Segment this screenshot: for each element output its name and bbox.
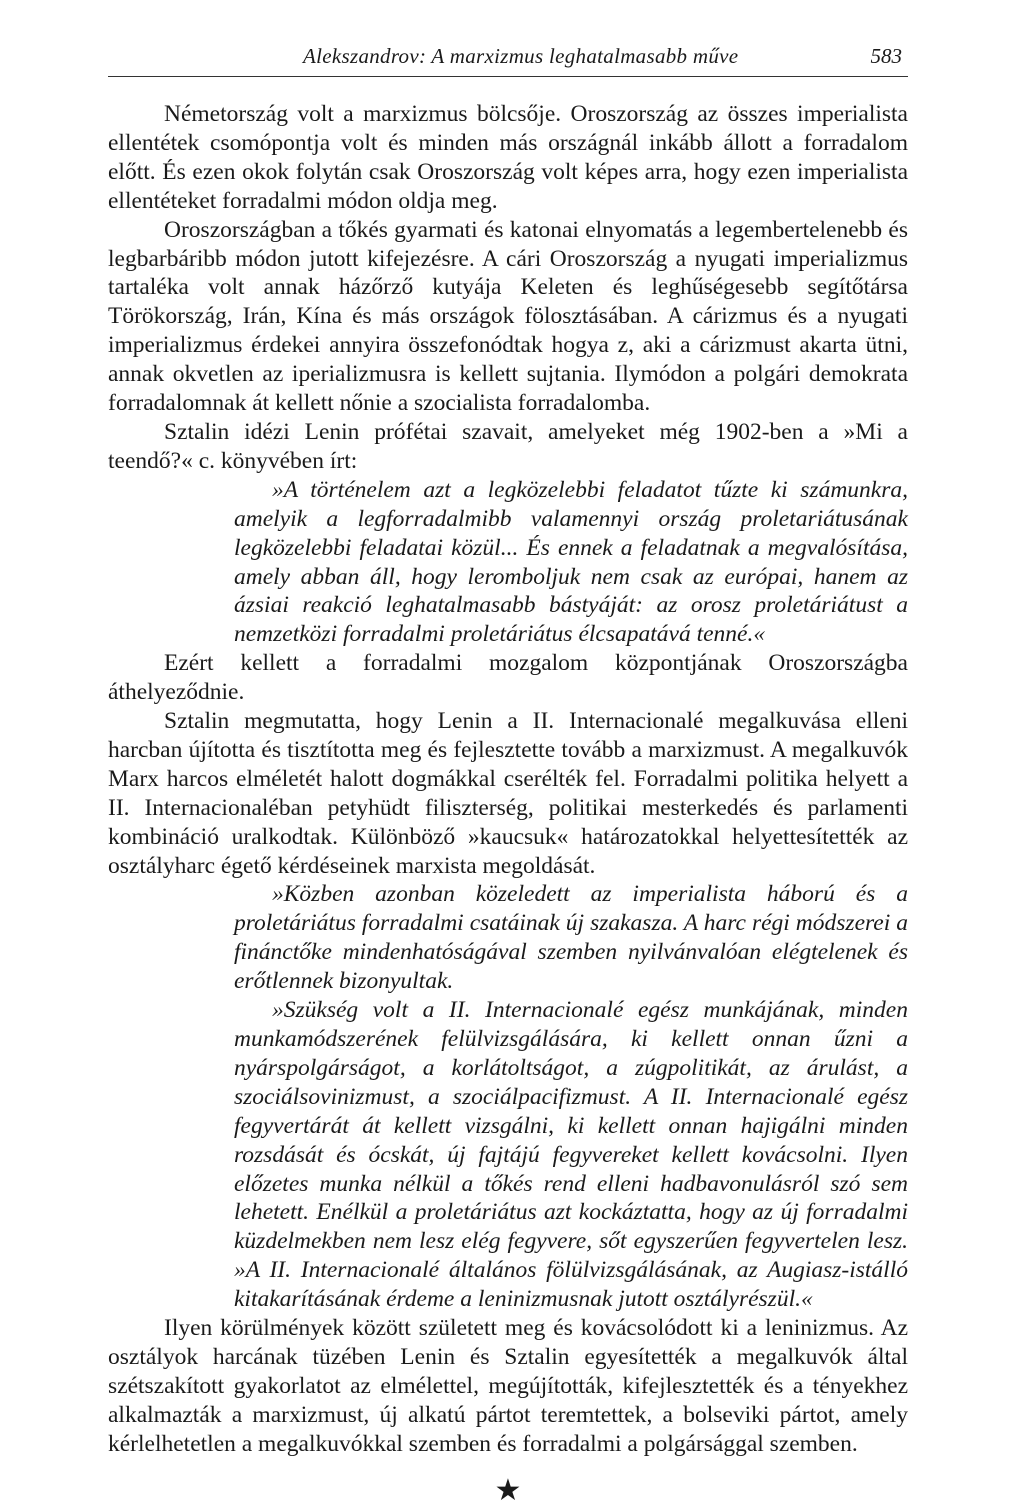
running-header-title: Alekszandrov: A marxizmus leghatalmasabb műve [303, 44, 739, 68]
running-header [108, 40, 908, 77]
block-quote [234, 476, 908, 649]
paragraph: Oroszországban a tőkés gyarmati és katonai elnyomatás a legembertelenebb és legbarbáribb módon jutott kifejezésre. A cári Oroszország a nyugati imperializmus tartaléka volt annak házőrző kutyája Keleten és leghűségesebb segítőtársa Törökország, Irán, Kína és más országok fölosztásában. A cárizmus és a nyugati imperializmus érdekei annyira összefonódtak hogya z, aki a cárizmust akarta ütni, annak okvetlen az iperializmusra is kellett sujtania. Ilymódon a polgári demokrata forradalomnak át kellett nőnie a szocialista forradalomba. [108, 216, 908, 417]
paragraph: Ilyen körülmények között született meg és kovácsolódott ki a leninizmus. Az osztályok harcának tüzében Lenin és Sztalin egyesítették a megalkuvók által szétszakított gyakorlatot az elmélettel, megújították, kifejlesztették és a tényekhez alkalmazták a marxizmust, új alkatú pártot teremtettek, a bolseviki pártot, amely kérlelhetetlen a megalkuvókkal szemben és forradalmi a polgársággal szemben. [108, 1315, 908, 1457]
paragraph: Németország volt a marxizmus bölcsője. Oroszország az összes imperialista ellentétek csomópontja volt és minden más országnál inkább állott a forradalom előtt. És ezen okok folytán csak Oroszország volt képes arra, hogy ezen imperialista ellentéteket forradalmi módon oldja meg. [108, 101, 908, 214]
block-quote [234, 880, 908, 1314]
paragraph: Sztalin idézi Lenin prófétai szavait, amelyeket még 1902-ben a »Mi a teendő?« c. könyvében írt: [108, 418, 908, 474]
page-body [108, 100, 908, 1508]
quote-paragraph: »Közben azonban közeledett az imperialista háború és a proletáriátus forradalmi csatáinak új szakasza. A harc régi módszerei a finánctőke mindenhatóságával szemben nyilvánvalóan elégtelenek és erőtlennek bizonyultak. [234, 881, 908, 995]
paragraph: Ezért kellett a forradalmi mozgalom központjának Oroszországba áthelyeződnie. [108, 650, 908, 706]
quote-paragraph: »A történelem azt a legközelebbi feladatot tűzte ki számunkra, amelyik a legforradalmibb valamennyi ország proletariátusának legközelebbi feladatai közül... És ennek a feladatnak a megvalósítása, amely abban áll, hogy leromboljuk nem csak az európai, hanem az ázsiai reakció leghatalmasabb bástyáját: az orosz proletáriátust a nemzetközi forradalmi proletáriátus élcsapatává tenné.« [234, 476, 908, 648]
paragraph: Sztalin megmutatta, hogy Lenin a II. Internacionalé megalkuvása elleni harcban újította és tisztította meg és fejlesztette tovább a marxizmust. A megalkuvók Marx harcos elméletét halott dogmákkal cserélték fel. Forradalmi politika helyett a II. Internacionaléban petyhüdt filiszterség, politikai mesterkedés és parlamenti kombináció uralkodtak. Különböző »kaucsuk« határozatokkal helyettesítették az osztályharc égető kérdéseinek marxista megoldását. [108, 708, 908, 879]
quote-paragraph: »Szükség volt a II. Internacionalé egész munkájának, minden munkamódszerének felülvizsgálására, ki kellett onnan űzni a nyárspolgárságot, a korlátoltságot, a zúgpolitikát, az árulást, a szociálsovinizmust, a szociálpacifizmust. A II. Internacionalé egész fegyvertárát át kellett vizsgálni, ki kellett onnan hajigálni minden rozsdását és ócskát, új fajtájú fegyvereket kellett kovácsolni. Ilyen előzetes munka nélkül a tőkés rend elleni hadbavonulásról szó sem lehetett. Enélkül a proletáriátus azt kockáztatta, hogy az új forradalmi küzdelmekben nem lesz elég fegyvere, sőt egyszerűen fegyvertelen lesz. »A II. Internacionalé általános fölülvizsgálásának, az Augiasz-istálló kitakarításának érdeme a leninizmusnak jutott osztályrészül.« [234, 997, 908, 1313]
page-number: 583 [870, 44, 902, 68]
star-ornament-icon: ★ [494, 1473, 522, 1507]
